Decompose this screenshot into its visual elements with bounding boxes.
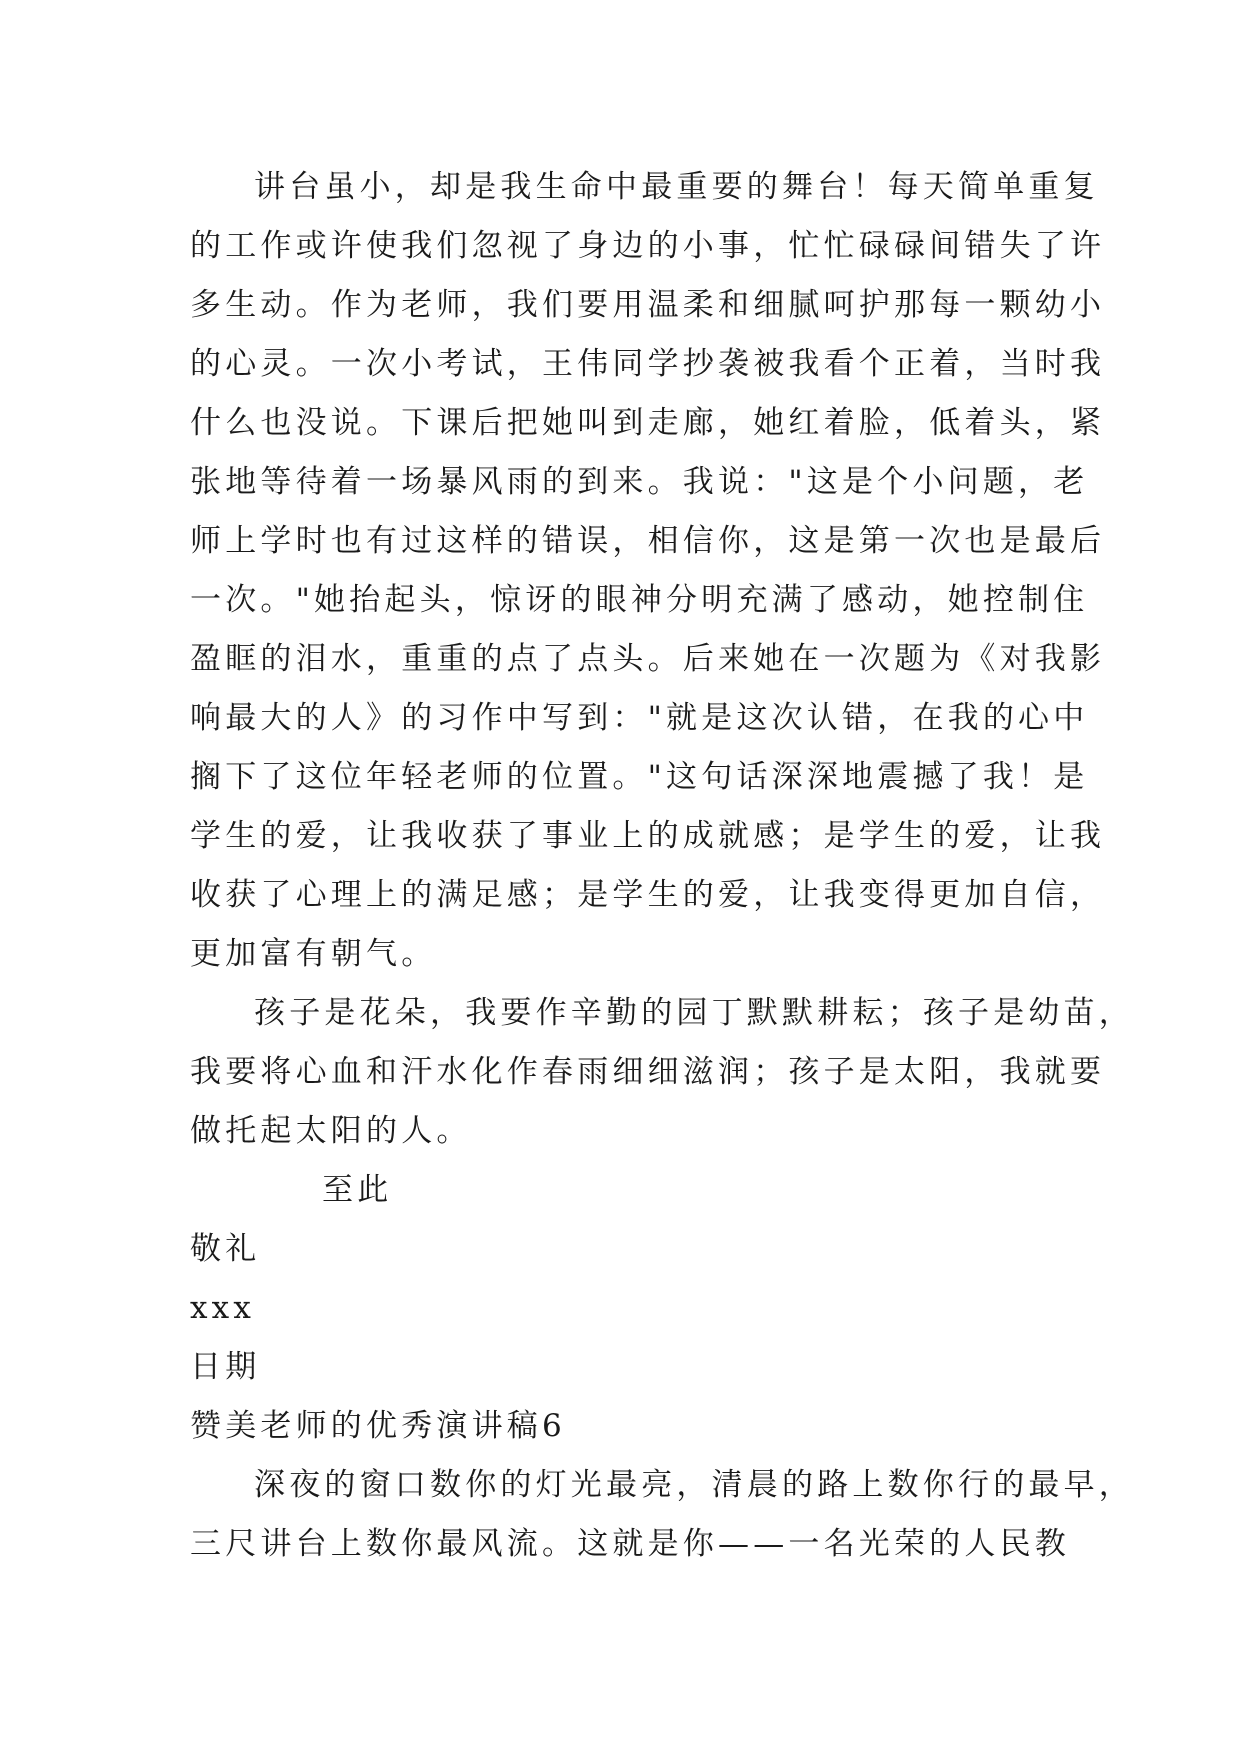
text-line: 更加富有朝气。 [190,936,437,972]
text-line: 我要将心血和汗水化作春雨细细滋润；孩子是太阳，我就要 [190,1054,1106,1090]
signature-line: xxx [190,1290,256,1326]
text-line: 三尺讲台上数你最风流。这就是你——一名光荣的人民教 [190,1526,1070,1562]
text-line: 师上学时也有过这样的错误，相信你，这是第一次也是最后 [190,523,1106,559]
date-line: 日期 [190,1349,261,1385]
text-line: 做托起太阳的人。 [190,1113,472,1149]
paragraph-3 [190,1456,1134,1574]
text-line: 搁下了这位年轻老师的位置。"这句话深深地震撼了我！是 [190,759,1089,795]
text-line: 盈眶的泪水，重重的点了点头。后来她在一次题为《对我影 [190,641,1106,677]
text-line: 的工作或许使我们忽视了身边的小事，忙忙碌碌间错失了许 [190,228,1106,264]
text-line: 学生的爱，让我收获了事业上的成就感；是学生的爱，让我 [190,818,1106,854]
text-line: 一次。"她抬起头，惊讶的眼神分明充满了感动，她控制住 [190,582,1089,618]
text-line: 响最大的人》的习作中写到："就是这次认错，在我的心中 [190,700,1089,736]
paragraph-2 [190,984,1134,1161]
salutation-line: 敬礼 [190,1231,261,1267]
text-line: 张地等待着一场暴风雨的到来。我说："这是个小问题，老 [190,464,1089,500]
paragraph-1 [190,158,1106,984]
text-line: 的心灵。一次小考试，王伟同学抄袭被我看个正着，当时我 [190,346,1106,382]
document-body [190,158,1134,1574]
text-line: 收获了心理上的满足感；是学生的爱，让我变得更加自信， [190,877,1106,913]
text-line: 什么也没说。下课后把她叫到走廊，她红着脸，低着头，紧 [190,405,1106,441]
closing-line: 至此 [322,1172,393,1208]
section-title: 赞美老师的优秀演讲稿6 [190,1408,566,1444]
text-line: 多生动。作为老师，我们要用温柔和细腻呵护那每一颗幼小 [190,287,1106,323]
text-line: 深夜的窗口数你的灯光最亮，清晨的路上数你行的最早， [254,1467,1134,1503]
text-line: 讲台虽小，却是我生命中最重要的舞台！每天简单重复 [254,169,1099,205]
text-line: 孩子是花朵，我要作辛勤的园丁默默耕耘；孩子是幼苗， [254,995,1134,1031]
